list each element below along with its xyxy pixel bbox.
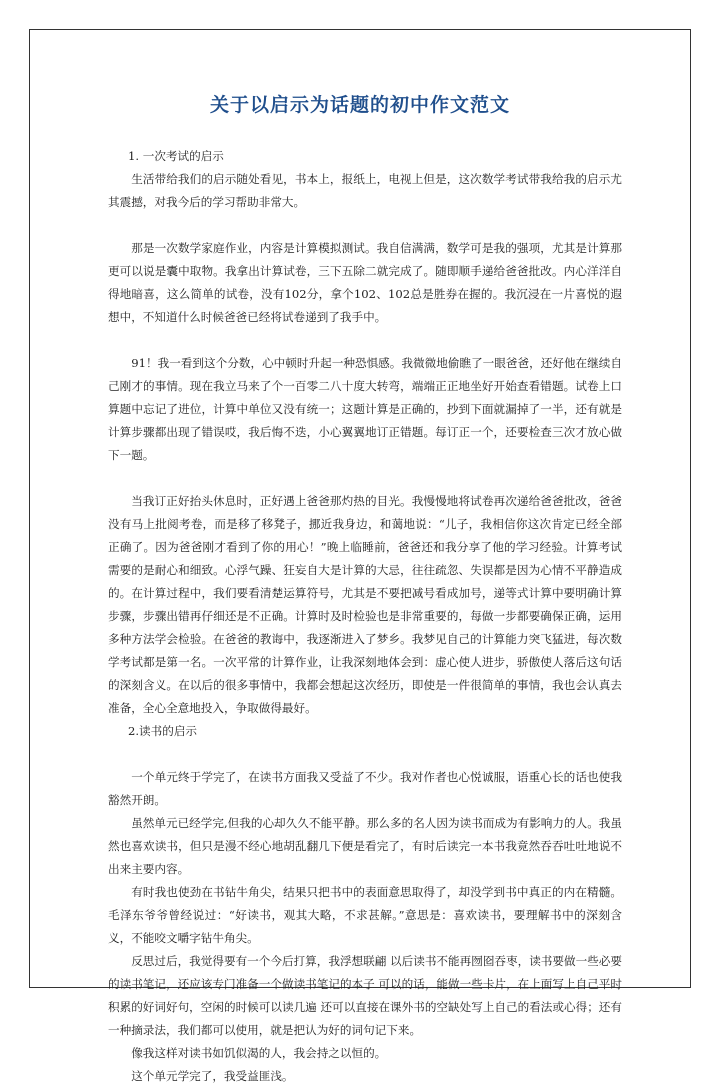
paragraph: 有时我也使劲在书钻牛角尖，结果只把书中的表面意思取得了，却没学到书中真正的内在精髓。毛泽东爷爷曾经说过：“好读书，观其大略，不求甚解。”意思是：喜欢读书，要理解书中的深刻含义，不能咬文嚼字钻牛角尖。	[108, 885, 622, 945]
document-body	[108, 145, 622, 1088]
paragraph: 虽然单元已经学完,但我的心却久久不能平静。那么多的名人因为读书而成为有影响力的人。我虽然也喜欢读书，但只是漫不经心地胡乱翻几下便是看完了，有时后读完一本书我竟然吞吞吐吐地说不出来主要内容。	[108, 816, 622, 876]
paragraph: 生活带给我们的启示随处看见，书本上，报纸上，电视上但是，这次数学考试带我给我的启示尤其震撼，对我今后的学习帮助非常大。	[108, 172, 622, 209]
paragraph: 91！我一看到这个分数，心中顿时升起一种恐惧感。我微微地偷瞧了一眼爸爸，还好他在继续自己刚才的事情。现在我立马来了个一百零二八十度大转弯，端端正正地坐好开始查看错题。试卷上口算题中忘记了进位，计算中单位又没有统一；这题计算是正确的，抄到下面就漏掉了一半，还有就是计算步骤都出现了错误哎，我后悔不迭，小心翼翼地订正错题。每订正一个，还要检查三次才放心做下一题。	[108, 356, 622, 462]
paragraph: 那是一次数学家庭作业，内容是计算模拟测试。我自信满满，数学可是我的强项，尤其是计算那更可以说是囊中取物。我拿出计算试卷，三下五除二就完成了。随即顺手递给爸爸批改。内心洋洋自得地暗喜，这么简单的试卷，没有102分，拿个102、102总是胜券在握的。我沉浸在一片喜悦的遐想中，不知道什么时候爸爸已经将试卷递到了我手中。	[108, 241, 622, 324]
paragraph: 这个单元学完了，我受益匪浅。	[131, 1069, 294, 1083]
paragraph: 一个单元终于学完了，在读书方面我又受益了不少。我对作者也心悦诚服，语重心长的话也使我豁然开朗。	[108, 770, 622, 807]
document-title: 关于以启示为话题的初中作文范文	[209, 94, 510, 116]
paragraph: 反思过后，我觉得要有一个今后打算，我浮想联翩 以后读书不能再囫囵吞枣，读书要做一些必要的读书笔记，还应该专门准备一个做读书笔记的本子 可以的话，能做一些卡片，在上面写上自己平时积累的好词好句，空闲的时候可以读几遍 还可以直接在课外书的空缺处写上自己的看法或心得；还有一种摘录法，我们都可以使用，就是把认为好的词句记下来。	[108, 954, 622, 1037]
section-heading-1: 1. 一次考试的启示	[128, 149, 224, 163]
section-heading-2: 2.读书的启示	[128, 724, 198, 738]
paragraph: 像我这样对读书如饥似渴的人，我会持之以恒的。	[131, 1046, 387, 1060]
paragraph: 当我订正好抬头休息时，正好遇上爸爸那灼热的目光。我慢慢地将试卷再次递给爸爸批改，爸爸没有马上批阅考卷，而是移了移凳子，挪近我身边，和蔼地说：“儿子，我相信你这次肯定已经全部正确了。因为爸爸刚才看到了你的用心！”晚上临睡前，爸爸还和我分享了他的学习经验。计算考试需要的是耐心和细致。心浮气躁、狂妄自大是计算的大忌，往往疏忽、失误都是因为心情不平静造成的。在计算过程中，我们要看清楚运算符号，尤其是不要把减号看成加号，递等式计算中要明确计算步骤，步骤出错再仔细还是不正确。计算时及时检验也是非常重要的，每做一步都要确保正确，运用多种方法学会检验。在爸爸的教诲中，我逐渐进入了梦乡。我梦见自己的计算能力突飞猛进，每次数学考试都是第一名。一次平常的计算作业，让我深刻地体会到：虚心使人进步，骄傲使人落后这句话的深刻含义。在以后的很多事情中，我都会想起这次经历，即使是一件很简单的事情，我也会认真去准备，全心全意地投入，争取做得最好。	[108, 494, 622, 715]
